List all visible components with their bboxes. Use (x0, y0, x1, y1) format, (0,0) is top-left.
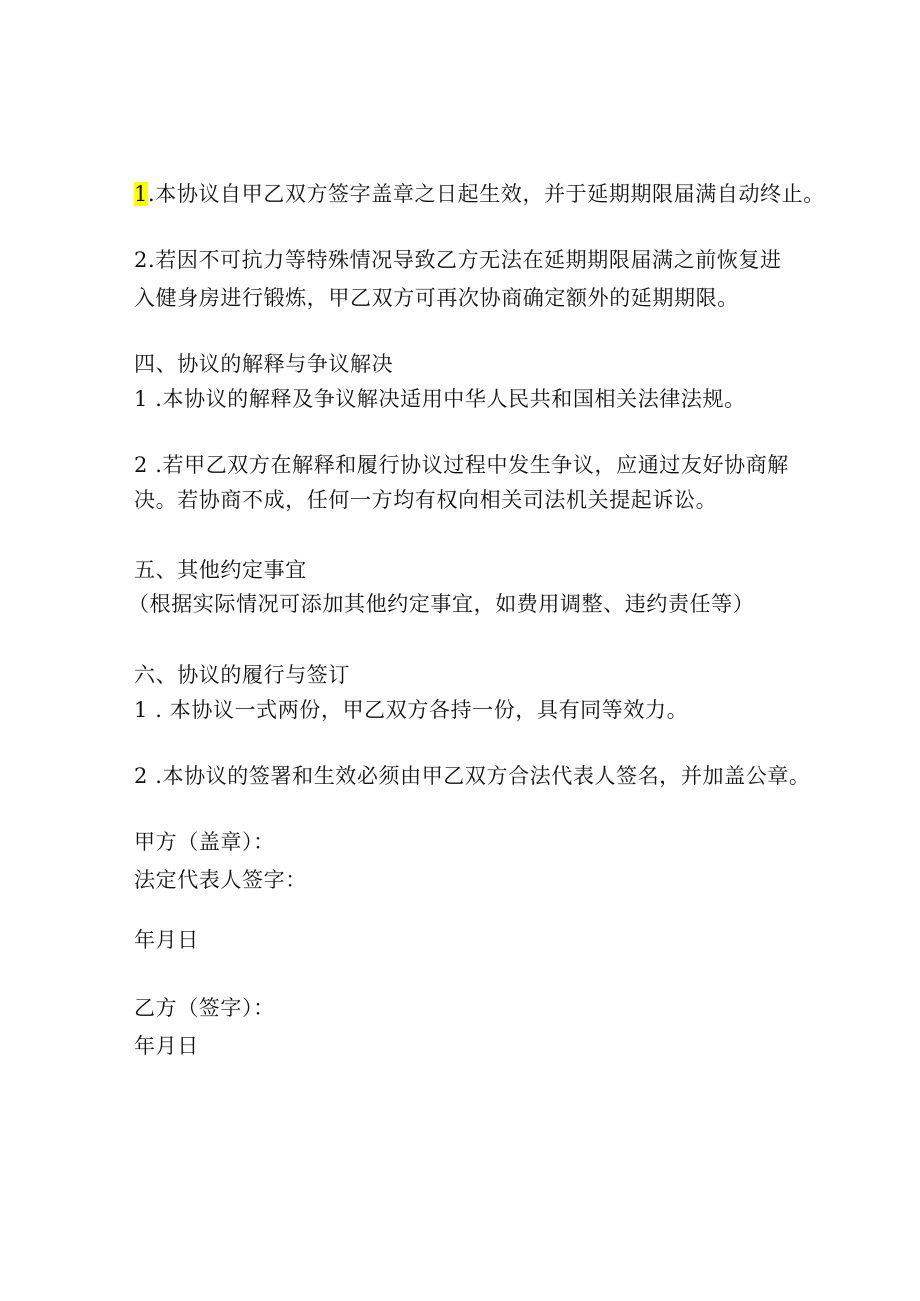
clause-1-line (134, 180, 825, 208)
section-5-heading: 五、其他约定事宜 (134, 558, 307, 582)
clause-2-line (134, 246, 782, 274)
section-6-heading: 六、协议的履行与签订 (134, 663, 350, 687)
clause-2-text: .若因不可抗力等特殊情况导致乙方无法在延期期限届满之前恢复进 (147, 248, 782, 272)
section-6-item-2: 2 .本协议的签署和生效必须由甲乙双方合法代表人签名，并加盖公章。 (134, 764, 811, 788)
section-5-note: （根据实际情况可添加其他约定事宜，如费用调整、违约责任等） (128, 592, 755, 616)
clause-1-text: .本协议自甲乙双方签字盖章之日起生效，并于延期期限届满自动终止。 (147, 182, 825, 206)
party-a-date: 年月日 (134, 928, 199, 952)
party-b-date: 年月日 (134, 1034, 199, 1058)
section-6-item-1: 1 . 本协议一式两份，甲乙双方各持一份，具有同等效力。 (134, 698, 689, 722)
clause-2-number: 2 (134, 248, 148, 272)
section-4-heading: 四、协议的解释与争议解决 (134, 352, 394, 376)
section-4-item-2-continuation: 决。若协商不成，任何一方均有权向相关司法机关提起诉讼。 (134, 488, 718, 512)
highlighted-number: 1 (134, 182, 148, 206)
section-4-item-1: 1 .本协议的解释及争议解决适用中华人民共和国相关法律法规。 (134, 387, 746, 411)
section-4-item-2: 2 .若甲乙双方在解释和履行协议过程中发生争议，应通过友好协商解 (134, 453, 789, 477)
party-b-signature: 乙方（签字）： (134, 996, 275, 1020)
legal-rep-signature: 法定代表人签字： (134, 868, 307, 892)
clause-2-continuation: 入健身房进行锻炼，甲乙双方可再次协商确定额外的延期期限。 (134, 286, 739, 310)
party-a-seal: 甲方（盖章）： (134, 830, 275, 854)
